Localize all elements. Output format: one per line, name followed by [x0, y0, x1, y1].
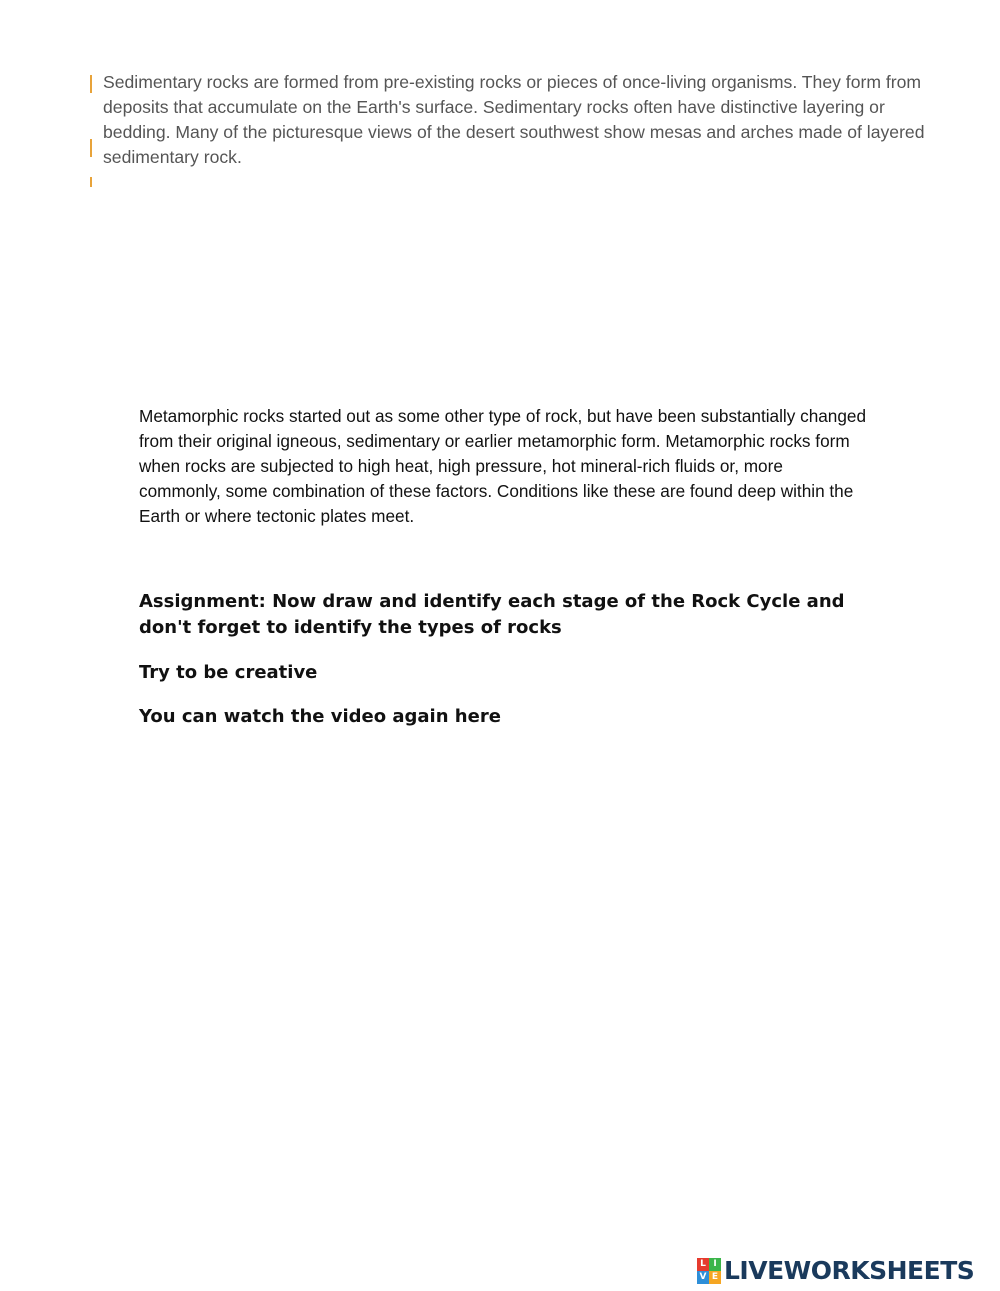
logo-letter-i: I — [709, 1258, 721, 1271]
metamorphic-paragraph: Metamorphic rocks started out as some other type of rock, but have been substantially changed from their original igneous, sedimentary or earlier metamorphic form. Metamorphic rocks form when rocks are subjected to high heat, high pressure, hot mineral-rich fluids or, more commonly, some combination of these factors. Conditions like these are found deep within the Earth or where tectonic plates meet. — [139, 406, 867, 526]
assignment-instructions: Assignment: Now draw and identify each stage of the Rock Cycle and don't forget to identify the types of rocks — [139, 591, 845, 638]
text-cursor-mark — [90, 177, 92, 187]
video-link-text[interactable]: You can watch the video again here — [139, 706, 501, 727]
logo-letter-e: E — [709, 1271, 721, 1284]
logo-wordmark: LIVEWORKSHEETS — [724, 1256, 975, 1285]
text-cursor-mark — [90, 139, 92, 157]
liveworksheets-logo — [697, 1256, 974, 1286]
sedimentary-paragraph: Sedimentary rocks are formed from pre-existing rocks or pieces of once-living organisms. They form from deposits that accumulate on the Earth's surface. Sedimentary rocks often have distinctive layering or bedding. Many of the picturesque views of the desert southwest show mesas and arches made of layered sedimentary rock. — [103, 72, 925, 167]
logo-letter-l: L — [697, 1258, 709, 1271]
logo-letter-v: V — [697, 1271, 709, 1284]
creative-prompt: Try to be creative — [139, 662, 318, 683]
live-logo-icon — [697, 1258, 721, 1284]
text-cursor-mark — [90, 75, 92, 93]
